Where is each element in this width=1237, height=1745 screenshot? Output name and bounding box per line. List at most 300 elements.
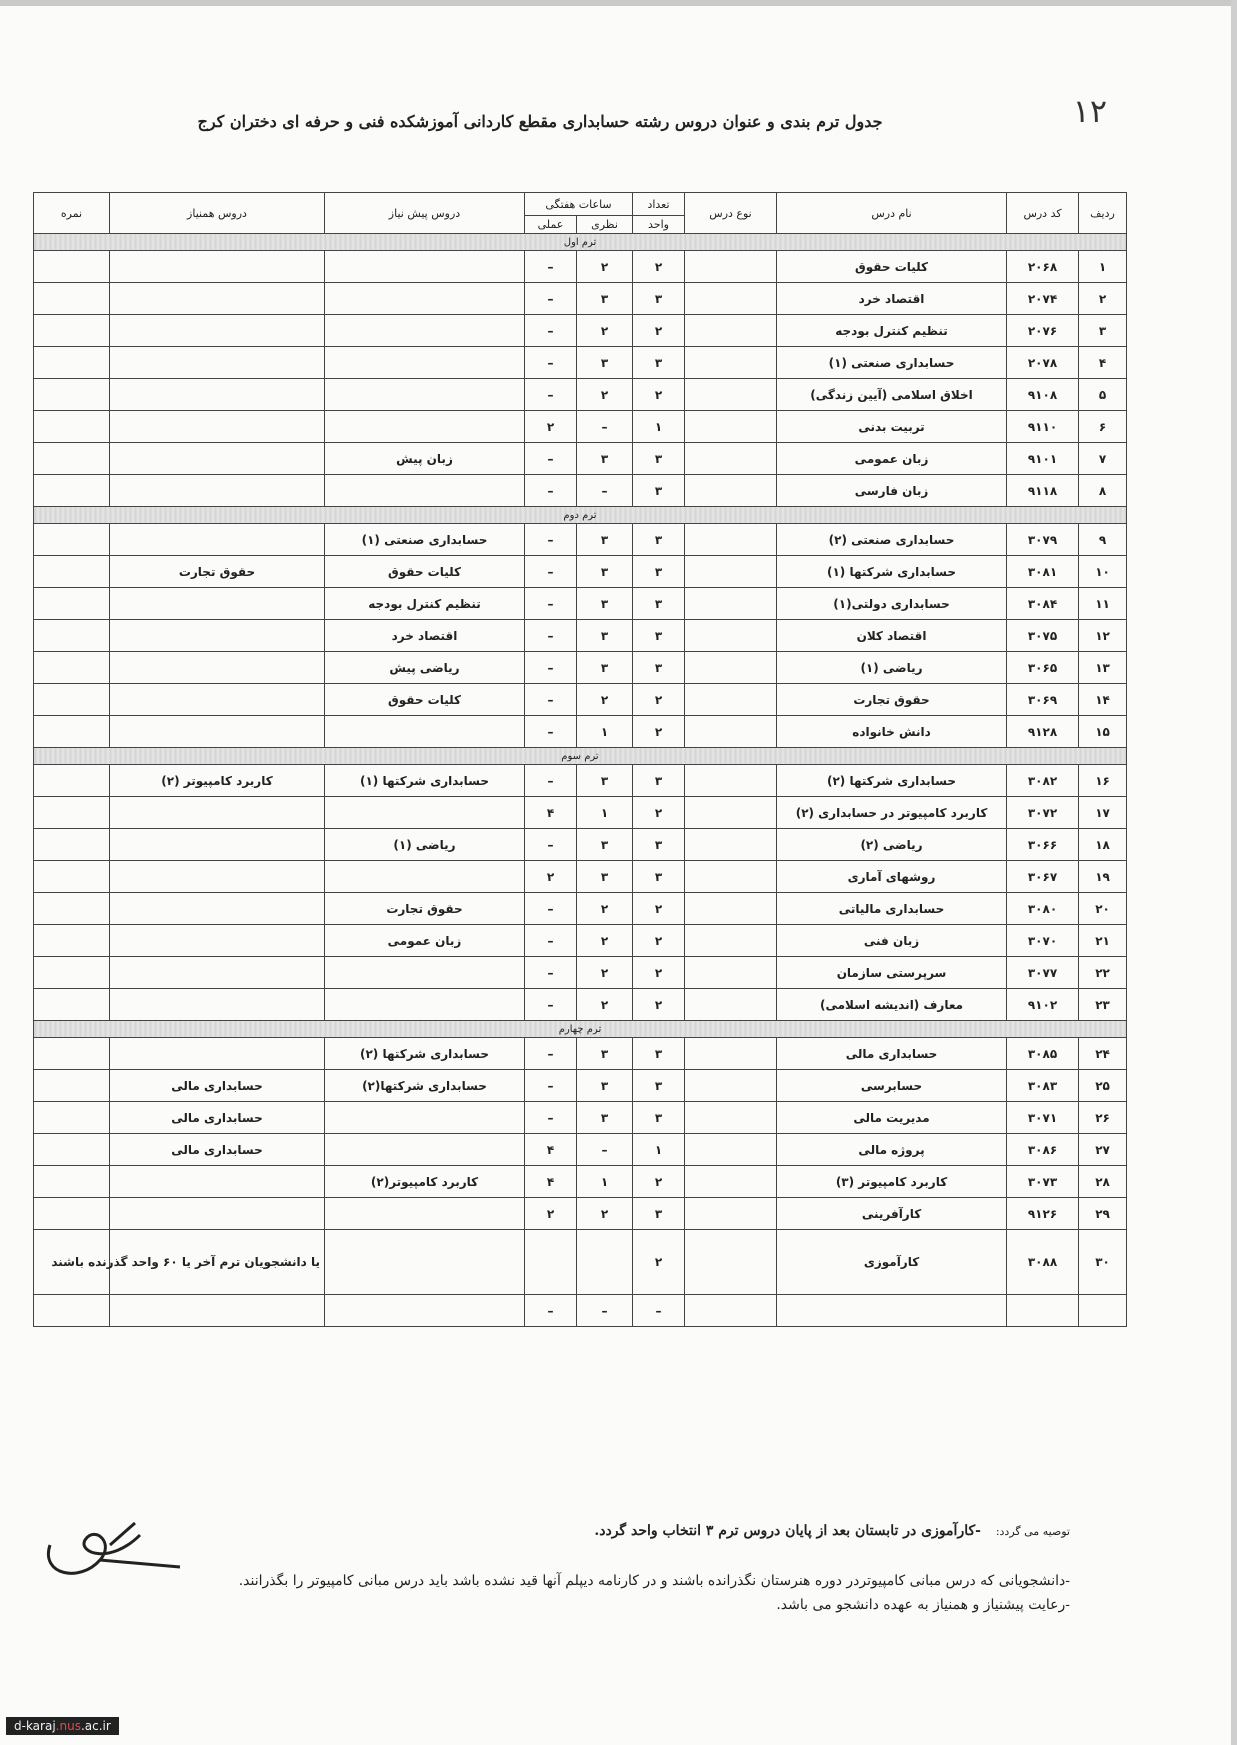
corequisite — [110, 989, 325, 1021]
course-type — [685, 861, 777, 893]
grade-cell — [34, 797, 110, 829]
row-number: ۱۴ — [1079, 684, 1127, 716]
theory-hours: ۳ — [577, 524, 633, 556]
prerequisite — [325, 315, 525, 347]
course-name: حسابداری شرکتها (۱) — [777, 556, 1007, 588]
row-number: ۱۲ — [1079, 620, 1127, 652]
table-row — [34, 765, 1127, 797]
grade-cell — [34, 652, 110, 684]
header-units-sub: واحد — [633, 216, 685, 234]
course-code: ۲۰۷۸ — [1007, 347, 1079, 379]
practical-hours: – — [525, 315, 577, 347]
prerequisite — [325, 1198, 525, 1230]
course-type — [685, 1134, 777, 1166]
course-units: ۳ — [633, 1198, 685, 1230]
course-units: ۲ — [633, 797, 685, 829]
course-code — [1007, 1295, 1079, 1327]
grade-cell — [34, 1198, 110, 1230]
theory-hours: ۳ — [577, 1070, 633, 1102]
course-code: ۹۱۲۸ — [1007, 716, 1079, 748]
grade-cell — [34, 765, 110, 797]
prerequisite — [325, 1102, 525, 1134]
course-type — [685, 251, 777, 283]
corequisite — [110, 283, 325, 315]
course-code: ۳۰۷۱ — [1007, 1102, 1079, 1134]
table-row — [34, 347, 1127, 379]
course-code: ۹۱۱۸ — [1007, 475, 1079, 507]
course-type — [685, 684, 777, 716]
watermark-prefix: d-karaj — [14, 1719, 56, 1733]
course-type — [685, 893, 777, 925]
practical-hours: – — [525, 925, 577, 957]
course-units: ۲ — [633, 925, 685, 957]
theory-hours: ۳ — [577, 620, 633, 652]
theory-hours: ۳ — [577, 556, 633, 588]
course-type — [685, 524, 777, 556]
corequisite: یا دانشجویان ترم آخر یا ۶۰ واحد گذرنده باشند — [110, 1230, 325, 1295]
course-type — [685, 620, 777, 652]
prerequisite: زبان پیش — [325, 443, 525, 475]
course-name: کاربرد کامپیوتر در حسابداری (۲) — [777, 797, 1007, 829]
course-code: ۹۱۰۱ — [1007, 443, 1079, 475]
corequisite — [110, 251, 325, 283]
prerequisite: ریاضی (۱) — [325, 829, 525, 861]
corequisite — [110, 829, 325, 861]
corequisite: حسابداری مالی — [110, 1134, 325, 1166]
table-row — [34, 475, 1127, 507]
practical-hours: – — [525, 588, 577, 620]
theory-hours: ۳ — [577, 347, 633, 379]
prerequisite — [325, 957, 525, 989]
course-code: ۳۰۸۲ — [1007, 765, 1079, 797]
prerequisite — [325, 861, 525, 893]
grade-cell — [34, 620, 110, 652]
course-code: ۹۱۱۰ — [1007, 411, 1079, 443]
corequisite — [110, 347, 325, 379]
course-code: ۳۰۷۹ — [1007, 524, 1079, 556]
theory-hours: – — [577, 475, 633, 507]
corequisite: حقوق تجارت — [110, 556, 325, 588]
practical-hours: – — [525, 989, 577, 1021]
course-type — [685, 411, 777, 443]
table-row — [34, 716, 1127, 748]
course-units: ۳ — [633, 347, 685, 379]
prerequisite — [325, 1295, 525, 1327]
course-name: زبان فارسی — [777, 475, 1007, 507]
course-type — [685, 1166, 777, 1198]
term-separator-row — [34, 1021, 1127, 1038]
theory-hours: ۲ — [577, 893, 633, 925]
term-label: ترم سوم — [34, 748, 1127, 765]
prerequisite — [325, 1134, 525, 1166]
practical-hours: – — [525, 957, 577, 989]
practical-hours: – — [525, 443, 577, 475]
header-hours: ساعات هفتگی — [525, 193, 633, 216]
header-practical: عملی — [525, 216, 577, 234]
prerequisite: تنظیم کنترل بودجه — [325, 588, 525, 620]
corequisite: حسابداری مالی — [110, 1070, 325, 1102]
practical-hours: – — [525, 1038, 577, 1070]
practical-hours: – — [525, 765, 577, 797]
corequisite — [110, 684, 325, 716]
course-code: ۳۰۷۵ — [1007, 620, 1079, 652]
practical-hours: – — [525, 251, 577, 283]
course-type — [685, 315, 777, 347]
grade-cell — [34, 829, 110, 861]
row-number: ۲۱ — [1079, 925, 1127, 957]
course-type — [685, 925, 777, 957]
theory-hours: – — [577, 411, 633, 443]
grade-cell — [34, 524, 110, 556]
document-title: جدول ترم بندی و عنوان دروس رشته حسابداری مقطع کاردانی آموزشکده فنی و حرفه ای دختران کرج — [197, 112, 883, 131]
course-code: ۳۰۸۶ — [1007, 1134, 1079, 1166]
practical-hours: – — [525, 652, 577, 684]
theory-hours: ۲ — [577, 251, 633, 283]
row-number: ۲۲ — [1079, 957, 1127, 989]
course-name: حقوق تجارت — [777, 684, 1007, 716]
prerequisite: اقتصاد خرد — [325, 620, 525, 652]
grade-cell — [34, 684, 110, 716]
course-units: ۲ — [633, 379, 685, 411]
signature-icon — [40, 1505, 190, 1585]
course-code: ۳۰۸۸ — [1007, 1230, 1079, 1295]
corequisite — [110, 652, 325, 684]
course-units: ۲ — [633, 251, 685, 283]
course-name: کارآفرینی — [777, 1198, 1007, 1230]
site-watermark — [6, 1717, 119, 1735]
header-theory: نظری — [577, 216, 633, 234]
practical-hours: – — [525, 893, 577, 925]
grade-cell — [34, 556, 110, 588]
course-type — [685, 556, 777, 588]
row-number: ۴ — [1079, 347, 1127, 379]
course-type — [685, 1230, 777, 1295]
practical-hours: – — [525, 684, 577, 716]
corequisite — [110, 524, 325, 556]
theory-hours: ۳ — [577, 283, 633, 315]
grade-cell — [34, 957, 110, 989]
practical-hours: – — [525, 829, 577, 861]
course-units: ۲ — [633, 989, 685, 1021]
course-units: ۳ — [633, 524, 685, 556]
theory-hours — [577, 1230, 633, 1295]
grade-cell — [34, 1070, 110, 1102]
footer-line-1: -کارآموزی در تابستان بعد از پایان دروس ترم ۳ انتخاب واحد گردد. — [594, 1523, 981, 1539]
course-type — [685, 283, 777, 315]
prerequisite: حسابداری شرکتها (۱) — [325, 765, 525, 797]
course-name: تنظیم کنترل بودجه — [777, 315, 1007, 347]
grade-cell — [34, 475, 110, 507]
table-row — [34, 620, 1127, 652]
prerequisite — [325, 283, 525, 315]
theory-hours: ۳ — [577, 861, 633, 893]
theory-hours: – — [577, 1134, 633, 1166]
course-units: ۳ — [633, 1070, 685, 1102]
footer-line-2: -دانشجویانی که درس مبانی کامپیوتردر دوره هنرستان نگذرانده باشند و در کارنامه دیپلم آنها قید نشده باشد باید درس مبانی کامپیوتر را بگذرانند. — [238, 1573, 1070, 1589]
row-number: ۷ — [1079, 443, 1127, 475]
course-name: پروژه مالی — [777, 1134, 1007, 1166]
prerequisite — [325, 989, 525, 1021]
table-row — [34, 1038, 1127, 1070]
theory-hours: ۲ — [577, 684, 633, 716]
row-number: ۳۰ — [1079, 1230, 1127, 1295]
practical-hours: – — [525, 556, 577, 588]
course-name: زبان فنی — [777, 925, 1007, 957]
row-number: ۲۸ — [1079, 1166, 1127, 1198]
course-code: ۲۰۷۶ — [1007, 315, 1079, 347]
corequisite — [110, 861, 325, 893]
prerequisite: زبان عمومی — [325, 925, 525, 957]
course-name: ریاضی (۱) — [777, 652, 1007, 684]
theory-hours: ۳ — [577, 443, 633, 475]
table-row — [34, 684, 1127, 716]
course-name: اقتصاد کلان — [777, 620, 1007, 652]
row-number: ۲۹ — [1079, 1198, 1127, 1230]
prerequisite — [325, 475, 525, 507]
practical-hours: ۴ — [525, 1166, 577, 1198]
course-name: کاربرد کامپیوتر (۳) — [777, 1166, 1007, 1198]
theory-hours: ۲ — [577, 379, 633, 411]
course-type — [685, 829, 777, 861]
corequisite — [110, 411, 325, 443]
theory-hours: ۲ — [577, 957, 633, 989]
watermark-accent: .nus — [55, 1719, 81, 1733]
course-code: ۳۰۷۷ — [1007, 957, 1079, 989]
prerequisite: حقوق تجارت — [325, 893, 525, 925]
course-code: ۹۱۰۲ — [1007, 989, 1079, 1021]
row-number: ۲۰ — [1079, 893, 1127, 925]
course-units: ۳ — [633, 652, 685, 684]
term-label: ترم دوم — [34, 507, 1127, 524]
corequisite — [110, 1166, 325, 1198]
row-number: ۳ — [1079, 315, 1127, 347]
header-grade: نمره — [34, 193, 110, 234]
corequisite — [110, 315, 325, 347]
course-code: ۲۰۶۸ — [1007, 251, 1079, 283]
header-name: نام درس — [777, 193, 1007, 234]
table-row — [34, 315, 1127, 347]
course-units: ۳ — [633, 620, 685, 652]
course-units: ۳ — [633, 765, 685, 797]
table-row — [34, 283, 1127, 315]
course-code: ۹۱۲۶ — [1007, 1198, 1079, 1230]
table-row — [34, 989, 1127, 1021]
course-units: ۱ — [633, 411, 685, 443]
course-code: ۹۱۰۸ — [1007, 379, 1079, 411]
term-separator-row — [34, 748, 1127, 765]
table-row — [34, 925, 1127, 957]
row-number: ۱ — [1079, 251, 1127, 283]
grade-cell — [34, 1134, 110, 1166]
table-row — [34, 652, 1127, 684]
course-type — [685, 1102, 777, 1134]
prerequisite — [325, 379, 525, 411]
course-name: ریاضی (۲) — [777, 829, 1007, 861]
table-row — [34, 1198, 1127, 1230]
grade-cell — [34, 989, 110, 1021]
course-table-body — [34, 234, 1127, 1327]
course-units: ۳ — [633, 556, 685, 588]
course-type — [685, 379, 777, 411]
theory-hours: ۳ — [577, 588, 633, 620]
practical-hours: – — [525, 716, 577, 748]
course-units: ۳ — [633, 588, 685, 620]
course-name: حسابداری شرکتها (۲) — [777, 765, 1007, 797]
course-name — [777, 1295, 1007, 1327]
course-type — [685, 475, 777, 507]
practical-hours: ۴ — [525, 1134, 577, 1166]
table-row — [34, 957, 1127, 989]
header-coreq: دروس همنیاز — [110, 193, 325, 234]
course-name: تربیت بدنی — [777, 411, 1007, 443]
practical-hours: – — [525, 524, 577, 556]
row-number: ۵ — [1079, 379, 1127, 411]
course-type — [685, 443, 777, 475]
row-number: ۲ — [1079, 283, 1127, 315]
row-number: ۱۳ — [1079, 652, 1127, 684]
course-name: اقتصاد خرد — [777, 283, 1007, 315]
row-number: ۱۱ — [1079, 588, 1127, 620]
corequisite — [110, 475, 325, 507]
row-number: ۶ — [1079, 411, 1127, 443]
course-type — [685, 588, 777, 620]
table-row — [34, 524, 1127, 556]
prerequisite — [325, 1230, 525, 1295]
course-table — [33, 192, 1127, 1327]
course-units: ۱ — [633, 1134, 685, 1166]
table-row — [34, 1230, 1127, 1295]
practical-hours: ۲ — [525, 1198, 577, 1230]
prerequisite: کاربرد کامپیوتر(۲) — [325, 1166, 525, 1198]
practical-hours: ۴ — [525, 797, 577, 829]
course-name: حسابرسی — [777, 1070, 1007, 1102]
practical-hours: – — [525, 1295, 577, 1327]
course-type — [685, 652, 777, 684]
row-number: ۲۴ — [1079, 1038, 1127, 1070]
table-row — [34, 797, 1127, 829]
course-type — [685, 1070, 777, 1102]
corequisite — [110, 443, 325, 475]
corequisite — [110, 1198, 325, 1230]
table-row — [34, 411, 1127, 443]
course-name: حسابداری مالی — [777, 1038, 1007, 1070]
course-code: ۳۰۸۳ — [1007, 1070, 1079, 1102]
prerequisite — [325, 797, 525, 829]
course-type — [685, 1295, 777, 1327]
grade-cell — [34, 1102, 110, 1134]
course-units: ۲ — [633, 315, 685, 347]
course-code: ۳۰۷۰ — [1007, 925, 1079, 957]
practical-hours: ۲ — [525, 861, 577, 893]
grade-cell — [34, 861, 110, 893]
course-type — [685, 716, 777, 748]
course-name: مدیریت مالی — [777, 1102, 1007, 1134]
course-name: کارآموزی — [777, 1230, 1007, 1295]
course-name: روشهای آماری — [777, 861, 1007, 893]
prerequisite — [325, 411, 525, 443]
watermark-suffix: .ac.ir — [80, 1719, 111, 1733]
course-code: ۳۰۷۳ — [1007, 1166, 1079, 1198]
header-code: کد درس — [1007, 193, 1079, 234]
grade-cell — [34, 1166, 110, 1198]
course-name: حسابداری دولتی(۱) — [777, 588, 1007, 620]
grade-cell — [34, 1038, 110, 1070]
course-type — [685, 989, 777, 1021]
table-row — [34, 1134, 1127, 1166]
practical-hours: ۲ — [525, 411, 577, 443]
course-units: ۲ — [633, 716, 685, 748]
corequisite — [110, 1038, 325, 1070]
practical-hours: – — [525, 379, 577, 411]
theory-hours: ۳ — [577, 1038, 633, 1070]
course-name: زبان عمومی — [777, 443, 1007, 475]
course-units: ۲ — [633, 893, 685, 925]
course-units: ۲ — [633, 684, 685, 716]
theory-hours: ۲ — [577, 925, 633, 957]
theory-hours: ۲ — [577, 315, 633, 347]
course-units: ۳ — [633, 443, 685, 475]
course-code: ۲۰۷۴ — [1007, 283, 1079, 315]
header-row — [34, 193, 1127, 216]
theory-hours: ۳ — [577, 829, 633, 861]
table-row — [34, 251, 1127, 283]
course-type — [685, 1038, 777, 1070]
course-name: سرپرستی سازمان — [777, 957, 1007, 989]
practical-hours: – — [525, 475, 577, 507]
course-code: ۳۰۸۱ — [1007, 556, 1079, 588]
practical-hours: – — [525, 1102, 577, 1134]
course-type — [685, 797, 777, 829]
table-row — [34, 861, 1127, 893]
prerequisite: ریاضی پیش — [325, 652, 525, 684]
course-code: ۳۰۶۵ — [1007, 652, 1079, 684]
grade-cell — [34, 925, 110, 957]
grade-cell — [34, 443, 110, 475]
grade-cell — [34, 411, 110, 443]
corequisite — [110, 957, 325, 989]
course-name: معارف (اندیشه اسلامی) — [777, 989, 1007, 1021]
row-number: ۲۳ — [1079, 989, 1127, 1021]
table-row — [34, 556, 1127, 588]
theory-hours: ۳ — [577, 765, 633, 797]
course-units: ۲ — [633, 1230, 685, 1295]
table-row — [34, 829, 1127, 861]
course-name: حسابداری صنعتی (۱) — [777, 347, 1007, 379]
table-row — [34, 588, 1127, 620]
row-number: ۸ — [1079, 475, 1127, 507]
term-label: ترم اول — [34, 234, 1127, 251]
grade-cell — [34, 1295, 110, 1327]
course-units: ۳ — [633, 829, 685, 861]
theory-hours: ۲ — [577, 1198, 633, 1230]
row-number: ۲۵ — [1079, 1070, 1127, 1102]
row-number: ۱۶ — [1079, 765, 1127, 797]
course-name: کلیات حقوق — [777, 251, 1007, 283]
theory-hours: ۲ — [577, 989, 633, 1021]
header-units: تعداد — [633, 193, 685, 216]
header-radif: ردیف — [1079, 193, 1127, 234]
course-name: اخلاق اسلامی (آیین زندگی) — [777, 379, 1007, 411]
prerequisite: کلیات حقوق — [325, 684, 525, 716]
header-type: نوع درس — [685, 193, 777, 234]
practical-hours: – — [525, 283, 577, 315]
scan-edge-top — [0, 0, 1237, 6]
corequisite — [110, 893, 325, 925]
prerequisite: حسابداری شرکتها(۲) — [325, 1070, 525, 1102]
course-name: دانش خانواده — [777, 716, 1007, 748]
course-code: ۳۰۶۶ — [1007, 829, 1079, 861]
table-row — [34, 1295, 1127, 1327]
